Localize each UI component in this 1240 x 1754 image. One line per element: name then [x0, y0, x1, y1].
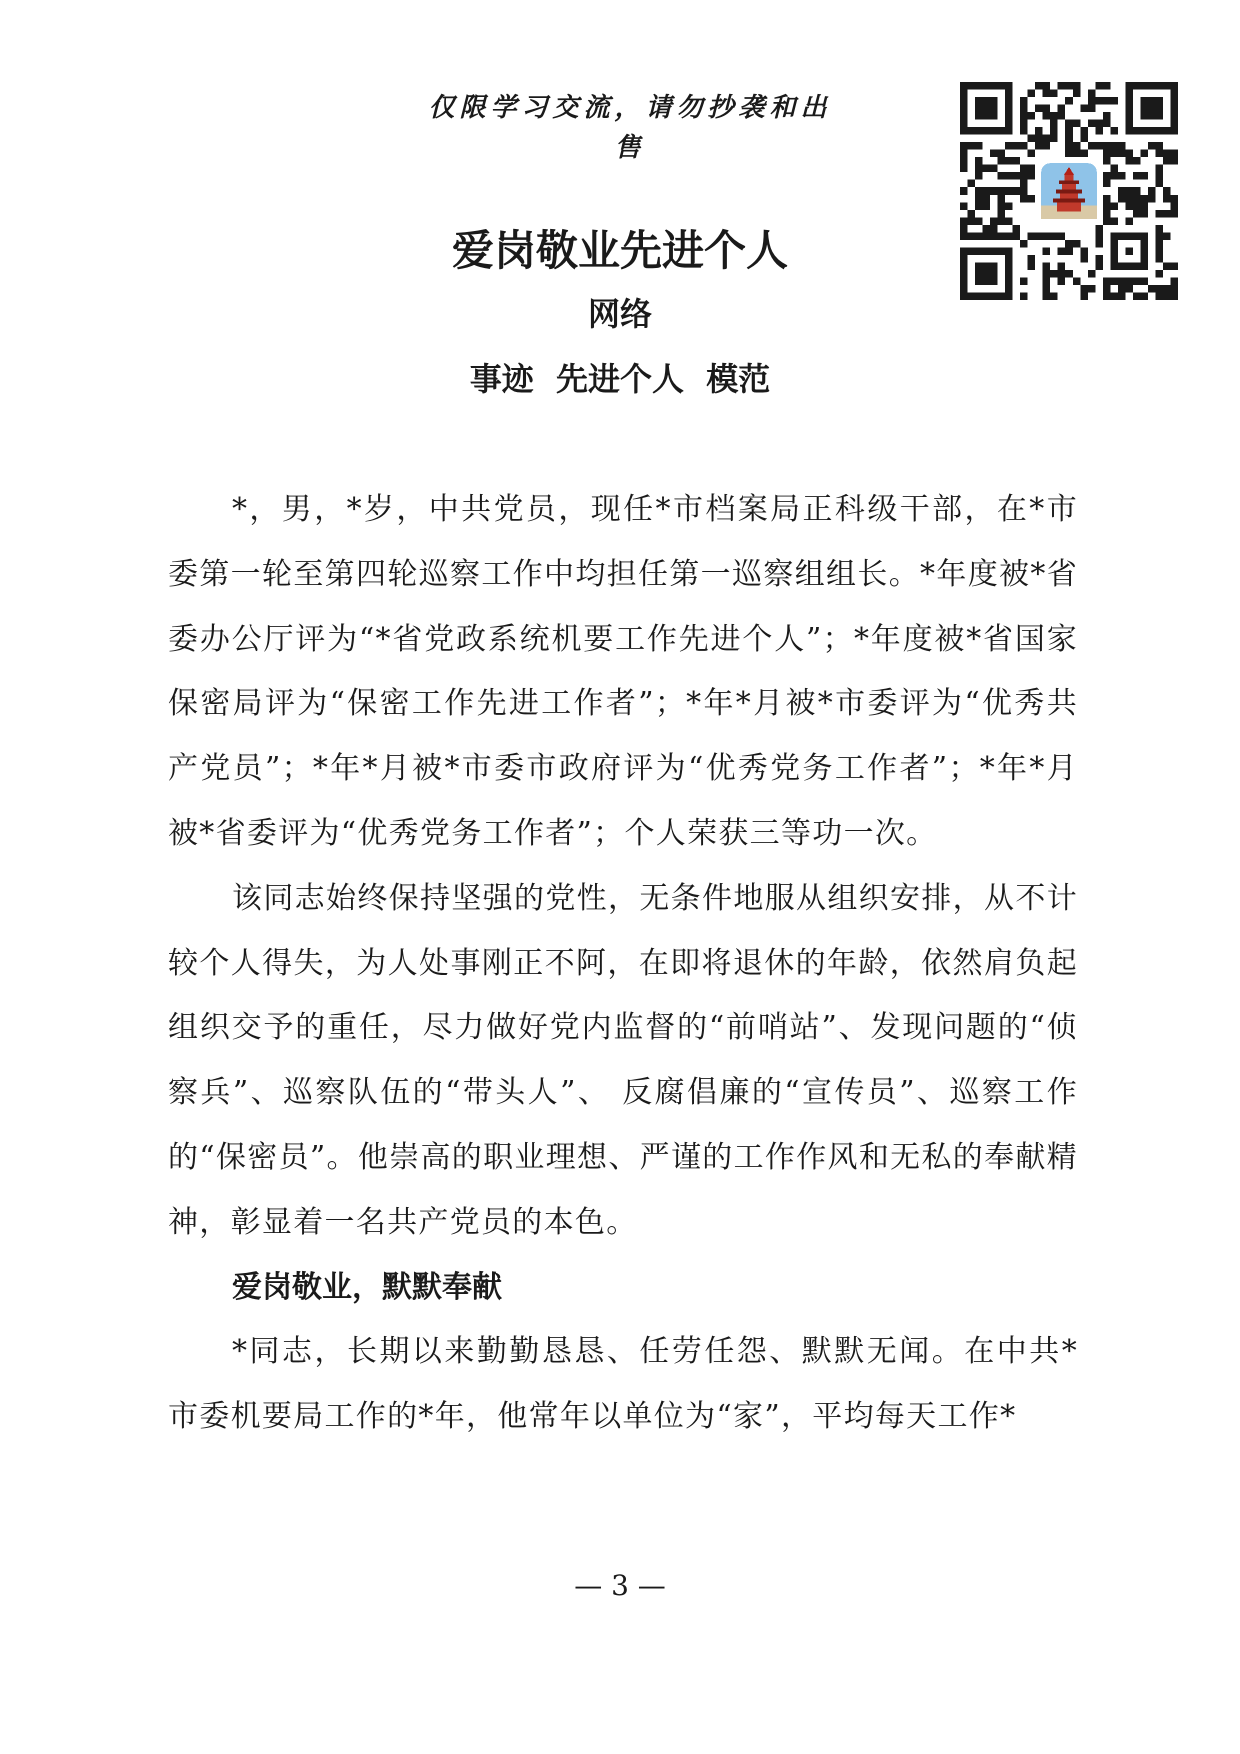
- section-paragraph: *同志，长期以来勤勤恳恳、任劳任怨、默默无闻。在中共*市委机要局工作的*年，他常年以单位为“家”，平均每天工作*: [168, 1334, 1078, 1435]
- pagoda-logo-icon: [1037, 159, 1100, 222]
- body-paragraph-2: 该同志始终保持坚强的党性，无条件地服从组织安排，从不计较个人得失，为人处事刚正不阿，在即将退休的年龄，依然肩负起组织交予的重任，尽力做好党内监督的“前哨站”、发现问题的“侦察兵”、巡察队伍的“带头人”、 反腐倡廉的“宣传员”、巡察工作的“保密员”。他崇高的职业理想、严谨的工作作风和无私的奉献精神，彰显着一名共产党员的本色。: [168, 880, 1078, 1240]
- document-keywords: 事迹 先进个人 模范: [469, 360, 771, 398]
- body-paragraph-1: *，男，*岁，中共党员，现任*市档案局正科级干部，在*市委第一轮至第四轮巡察工作中均担任第一巡察组组长。*年度被*省委办公厅评为“*省党政系统机要工作先进个人”；*年度被*省国家保密局评为“保密工作先进工作者”；*年*月被*市委评为“优秀共产党员”；*年*月被*市委市政府评为“优秀党务工作者”；*年*月被*省委评为“优秀党务工作者”；个人荣获三等功一次。: [168, 492, 1078, 851]
- page-number: — 3 —: [574, 1569, 666, 1602]
- document-subtitle: 网络: [587, 295, 652, 333]
- document-body: [168, 478, 1078, 1450]
- watermark-notice: 仅限学习交流，请勿抄袭和出售: [428, 93, 832, 163]
- section-heading: 爱岗敬业，默默奉献: [232, 1269, 502, 1305]
- document-title: 爱岗敬业先进个人: [451, 226, 788, 275]
